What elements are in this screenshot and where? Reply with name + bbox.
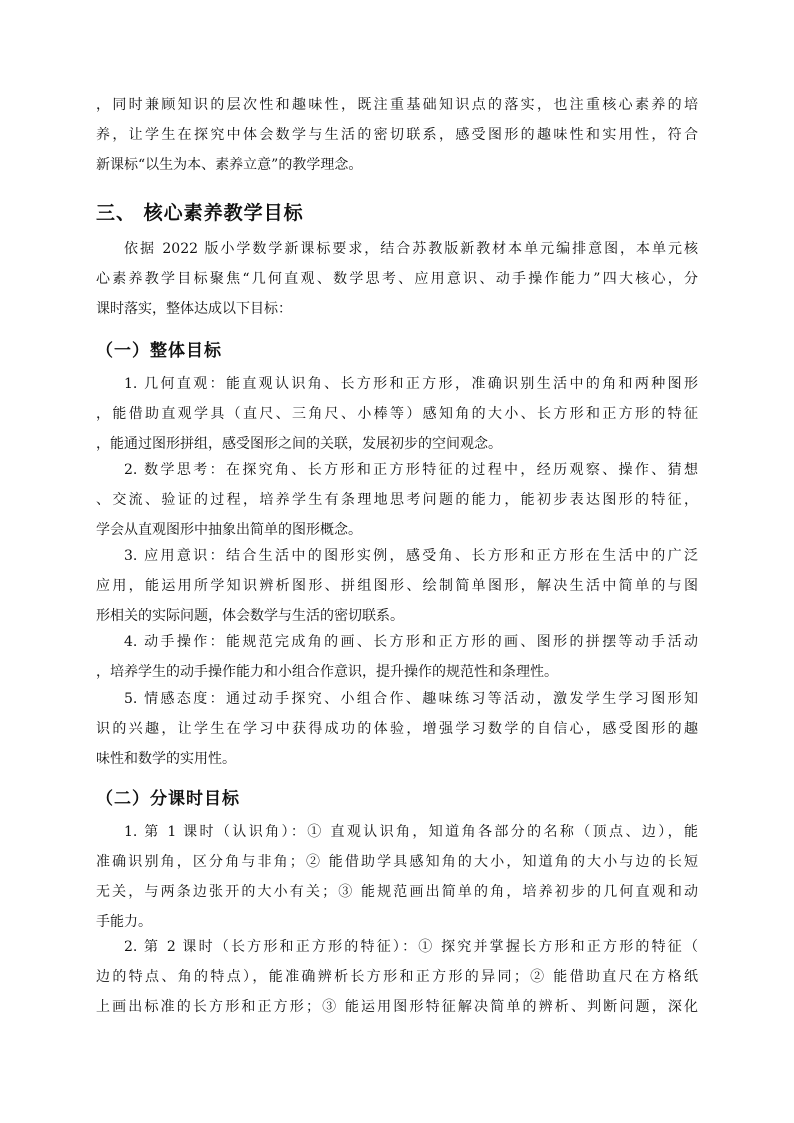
text-line: 边的特点、角的特点），能准确辨析长方形和正方形的异同；② 能借助直尺在方格纸 — [96, 969, 698, 985]
text-line: ，能借助直观学具（直尺、三角尺、小棒等）感知角的大小、长方形和正方形的特征 — [96, 406, 698, 422]
text-line: 准确识别角，区分角与非角；② 能借助学具感知角的大小，知道角的大小与边的长短 — [96, 854, 698, 870]
text-line: 、交流、验证的过程，培养学生有条理地思考问题的能力，能初步表达图形的特征， — [96, 492, 698, 508]
text-line: 心素养教学目标聚焦“几何直观、数学思考、应用意识、动手操作能力”四大核心，分 — [96, 271, 698, 287]
section-intro-paragraph — [96, 234, 698, 324]
text-line: 形相关的实际问题，体会数学与生活的密切联系。 — [96, 608, 404, 624]
text-line: 课时落实，整体达成以下目标： — [96, 301, 292, 317]
intro-paragraph — [96, 90, 698, 180]
text-line: 3. 应用意识：结合生活中的图形实例，感受角、长方形和正方形在生活中的广泛 — [124, 548, 698, 564]
text-line: 应用，能运用所学知识辨析图形、拼组图形、绘制简单图形，解决生活中简单的与图 — [96, 578, 698, 594]
text-line: 上画出标准的长方形和正方形；③ 能运用图形特征解决简单的辨析、判断问题，深化 — [96, 999, 698, 1015]
text-line: 养，让学生在探究中体会数学与生活的密切联系，感受图形的趣味性和实用性，符合 — [96, 127, 698, 143]
subsection-heading: （二）分课时目标 — [96, 789, 240, 809]
text-line: 手能力。 — [96, 914, 152, 930]
lesson-objective-item — [96, 817, 698, 937]
section-heading: 三、 核心素养教学目标 — [96, 202, 304, 224]
objective-item — [96, 684, 698, 774]
subsection-heading: （一）整体目标 — [96, 341, 222, 361]
text-line: 2. 第 2 课时（长方形和正方形的特征）：① 探究并掌握长方形和正方形的特征（ — [124, 939, 698, 955]
text-line: 1. 几何直观：能直观认识角、长方形和正方形，准确识别生活中的角和两种图形 — [124, 376, 698, 392]
text-line: 依据 2022 版小学数学新课标要求，结合苏教版新教材本单元编排意图，本单元核 — [124, 241, 698, 257]
text-line: ，培养学生的动手操作能力和小组合作意识，提升操作的规范性和条理性。 — [96, 664, 558, 680]
text-line: ，同时兼顾知识的层次性和趣味性，既注重基础知识点的落实，也注重核心素养的培 — [96, 97, 698, 113]
objective-item — [96, 369, 698, 459]
objective-item — [96, 455, 698, 545]
text-line: 学会从直观图形中抽象出简单的图形概念。 — [96, 522, 362, 538]
text-line: 新课标“以生为本、素养立意”的教学理念。 — [96, 157, 363, 173]
text-line: 识的兴趣，让学生在学习中获得成功的体验，增强学习数学的自信心，感受图形的趣 — [96, 721, 698, 737]
text-line: 4. 动手操作：能规范完成角的画、长方形和正方形的画、图形的拼摆等动手活动 — [124, 634, 698, 650]
lesson-objective-item — [96, 932, 698, 1022]
text-line: 2. 数学思考：在探究角、长方形和正方形特征的过程中，经历观察、操作、猜想 — [124, 462, 698, 478]
objective-item — [96, 627, 698, 687]
text-line: 无关，与两条边张开的大小有关；③ 能规范画出简单的角，培养初步的几何直观和动 — [96, 884, 698, 900]
text-line: ，能通过图形拼组，感受图形之间的关联，发展初步的空间观念。 — [96, 436, 502, 452]
text-line: 5. 情感态度：通过动手探究、小组合作、趣味练习等活动，激发学生学习图形知 — [124, 691, 698, 707]
text-line: 1. 第 1 课时（认识角）：① 直观认识角，知道角各部分的名称（顶点、边），能 — [124, 824, 698, 840]
text-line: 味性和数学的实用性。 — [96, 751, 236, 767]
objective-item — [96, 541, 698, 631]
